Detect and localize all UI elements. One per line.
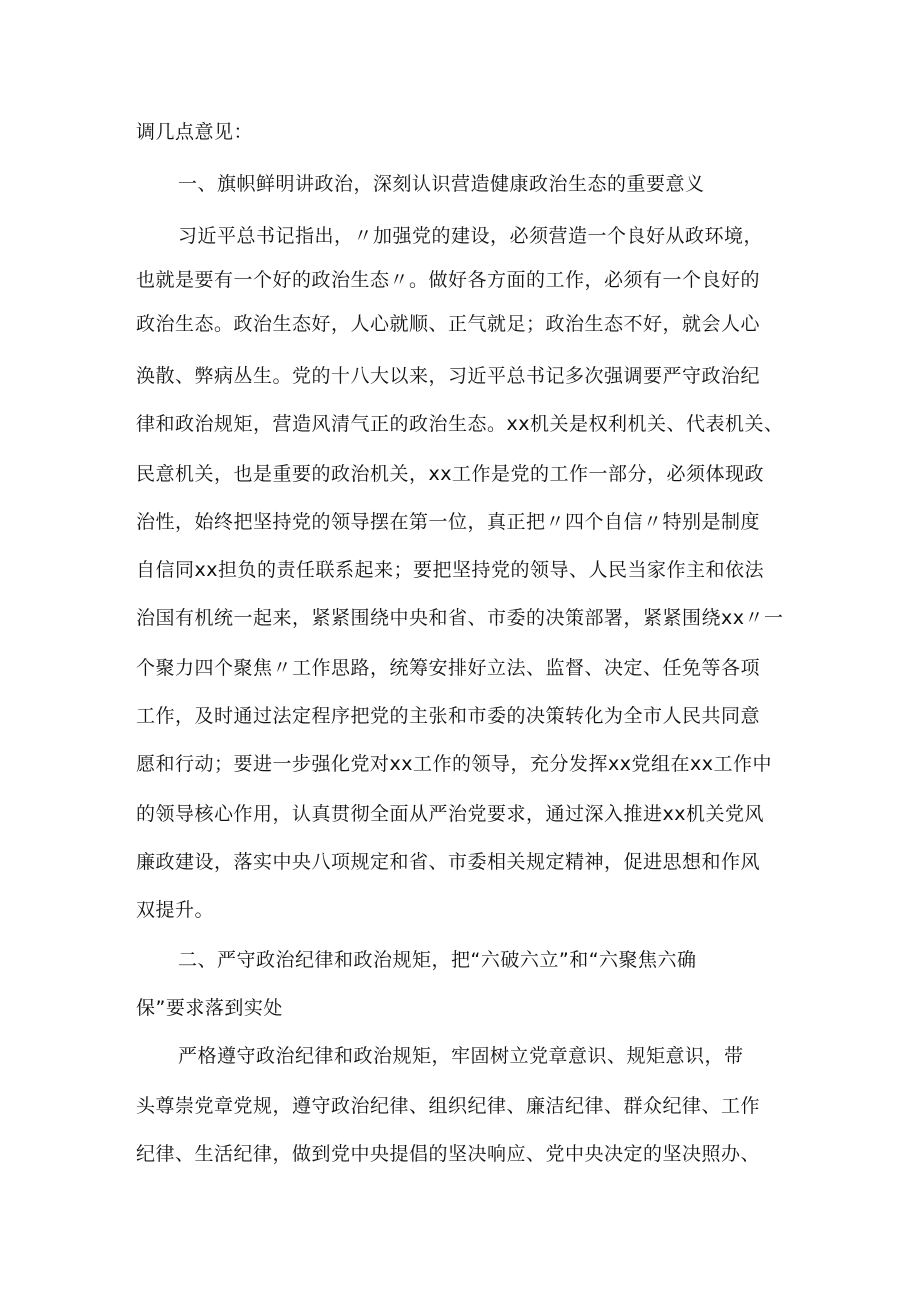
text-line-5: 政治生态。政治生态好，人心就顺、正气就足；政治生态不好，就会人心 (136, 313, 761, 335)
text-line-14: 愿和行动；要进一步强化党对xx工作的领导，充分发挥xx党组在xx工作中 (136, 753, 772, 775)
text-line-12: 个聚力四个聚焦〃工作思路，统筹安排好立法、监督、决定、任免等各项 (136, 657, 761, 679)
text-line-8: 民意机关，也是重要的政治机关，xx工作是党的工作一部分，必须体现政 (136, 463, 764, 485)
text-line-22: 纪律、生活纪律，做到党中央提倡的坚决响应、党中央决定的坚决照办、 (136, 1143, 761, 1165)
section-heading-2-cont: 保”要求落到实处 (136, 997, 283, 1019)
text-line-15: 的领导核心作用，认真贯彻全面从严治党要求，通过深入推进xx机关党风 (136, 803, 764, 825)
text-line-11: 治国有机统一起来，紧紧围绕中央和省、市委的决策部署，紧紧围绕xx〃一 (136, 607, 784, 629)
text-line-4: 也就是要有一个好的政治生态〃。做好各方面的工作，必须有一个良好的 (136, 269, 761, 291)
text-line-6: 涣散、弊病丛生。党的十八大以来，习近平总书记多次强调要严守政治纪 (136, 365, 761, 387)
text-line-3: 习近平总书记指出，〃加强党的建设，必须营造一个良好从政环境， (178, 225, 764, 247)
text-line-17: 双提升。 (136, 899, 215, 921)
text-line-7: 律和政治规矩，营造风清气正的政治生态。xx机关是权利机关、代表机关、 (136, 413, 784, 435)
text-line-21: 头尊崇党章党规，遵守政治纪律、组织纪律、廉洁纪律、群众纪律、工作 (136, 1095, 761, 1117)
section-heading-1: 一、旗帜鲜明讲政治，深刻认识营造健康政治生态的重要意义 (178, 173, 705, 195)
text-line-20: 严格遵守政治纪律和政治规矩，牢固树立党章意识、规矩意识，带 (178, 1045, 744, 1067)
text-line-13: 工作，及时通过法定程序把党的主张和市委的决策转化为全市人民共同意 (136, 705, 761, 727)
text-line-9: 治性，始终把坚持党的领导摆在第一位，真正把〃四个自信〃特别是制度 (136, 511, 761, 533)
section-heading-2: 二、严守政治纪律和政治规矩，把“六破六立”和“六聚焦六确 (178, 949, 697, 971)
text-line-16: 廉政建设，落实中央八项规定和省、市委相关规定精神，促进思想和作风 (136, 851, 761, 873)
text-line-10: 自信同xx担负的责任联系起来；要把坚持党的领导、人民当家作主和依法 (136, 559, 764, 581)
text-line-1: 调几点意见： (136, 121, 254, 143)
